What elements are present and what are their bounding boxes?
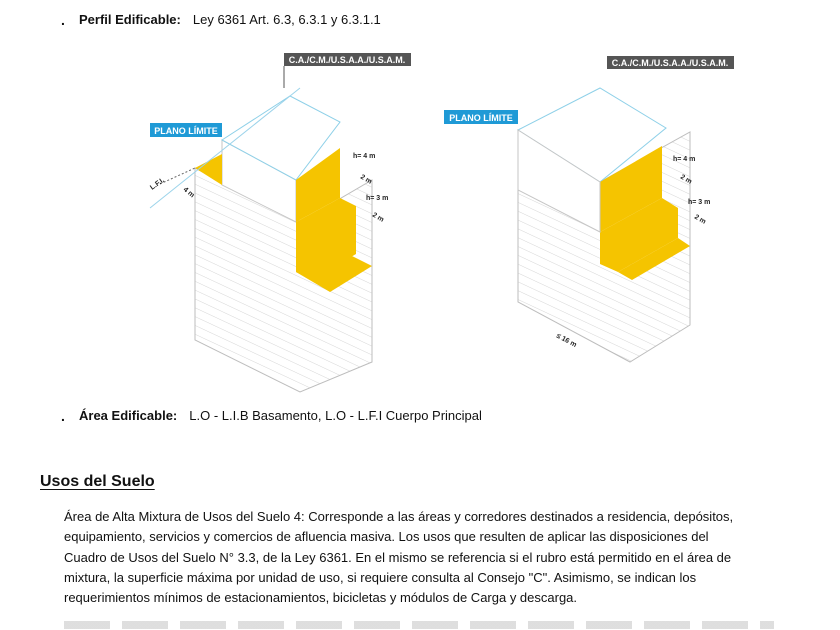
right-base-dim: ≤ 16 m [555,332,578,349]
area-value: L.O - L.I.B Basamento, L.O - L.F.I Cuerpo Principal [189,408,482,423]
perfil-label: Perfil Edificable: [79,12,181,27]
perfil-edificable-diagram [0,40,840,400]
perfil-value: Ley 6361 Art. 6.3, 6.3.1 y 6.3.1.1 [192,12,381,27]
left-h1: h= 4 m [353,153,376,160]
usos-del-suelo-heading: Usos del Suelo [40,473,155,490]
usos-line-1: Área de Alta Mixtura de Usos del Suelo 4: Corresponde a las áreas y corredores destinados a residencia, depósitos, [64,509,734,524]
usos-line-3: Cuadro de Usos del Suelo N° 3.3, de la Ley 6361. En el mismo se referencia si el rubro está permitido en el área de [64,549,732,565]
cut-off-text-line [64,621,774,629]
usos-line-4: mixtura, la superficie máxima por unidad de uso, si requiere consulta al Consejo "C". Asimismo, se indican los [64,569,697,585]
bullet-perfil: . [61,12,65,28]
right-top-tag: C.A./C.M./U.S.A.A./U.S.A.M. [611,58,729,68]
right-h1: h= 4 m [673,156,696,163]
right-h2: h= 3 m [688,199,711,206]
left-lfi-label: L.F.I. [149,176,166,192]
left-side-dim: 4 m [181,186,196,200]
right-building [518,88,690,362]
perfil-edificable-row [79,12,381,27]
left-d1: 2 m [359,173,373,186]
left-d2: 2 m [371,211,385,224]
left-plane-tag: PLANO LÍMITE [154,126,218,136]
area-label: Área Edificable: [79,408,178,423]
right-d1: 2 m [679,173,693,186]
bullet-area: . [61,408,65,424]
right-plane-tag: PLANO LÍMITE [449,113,513,123]
usos-line-2: equipamiento, servicios y comercios de afluencia masiva. Los usos que resulten de aplicar las disposiciones del [64,529,709,545]
area-edificable-row [79,408,482,423]
left-top-tag: C.A./C.M./U.S.A.A./U.S.A.M. [288,55,406,65]
usos-paragraph [64,507,799,608]
right-d2: 2 m [693,213,707,226]
usos-line-5: requerimientos mínimos de estacionamientos, bicicletas y módulos de Carga y descarga. [64,590,578,606]
left-h2: h= 3 m [366,195,389,202]
